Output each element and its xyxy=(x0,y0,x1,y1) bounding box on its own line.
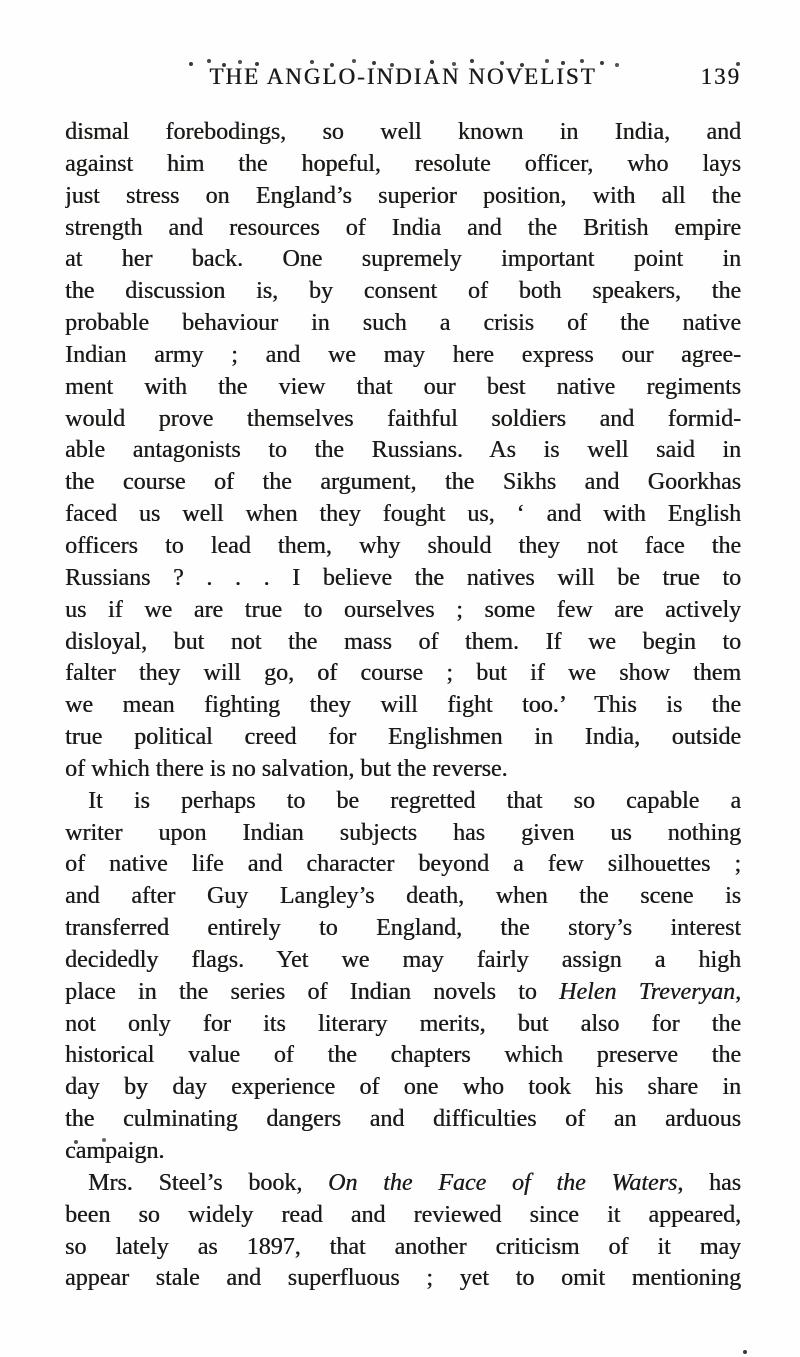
text-line xyxy=(65,818,741,850)
running-title: THE ANGLO-INDIAN NOVELIST xyxy=(209,64,597,89)
text-segment: able antagonists to the Russians. As is well said in xyxy=(65,437,741,464)
text-line xyxy=(65,627,741,659)
text-segment: and after Guy Langley’s death, when the scene is xyxy=(65,883,741,910)
text-line xyxy=(65,913,741,945)
text-segment: Indian army ; and we may here express our agree- xyxy=(65,341,741,368)
text-segment: the course of the argument, the Sikhs and Goorkhas xyxy=(65,469,741,496)
text-segment: transferred entirely to England, the story’s interest xyxy=(65,915,741,942)
text-line xyxy=(65,1263,741,1295)
italic-book-title: On the Face of the Waters xyxy=(327,1169,678,1196)
text-segment: writer upon Indian subjects has given us nothing xyxy=(65,819,741,846)
text-segment: , has xyxy=(677,1169,741,1196)
text-line xyxy=(65,754,741,786)
text-line xyxy=(65,149,741,181)
text-line xyxy=(65,276,741,308)
text-segment: Russians ? . . . I believe the natives will be true to xyxy=(65,564,741,591)
text-line xyxy=(65,1104,741,1136)
italic-book-title: Helen Treveryan, xyxy=(559,978,741,1005)
text-segment: day by day experience of one who took his share in xyxy=(65,1074,741,1101)
text-segment: place in the series of Indian novels to xyxy=(65,978,560,1005)
text-segment: true political creed for Englishmen in India, outside xyxy=(65,724,741,751)
text-line xyxy=(65,531,741,563)
text-segment: appear stale and superfluous ; yet to omit mentioning xyxy=(65,1265,741,1292)
text-line xyxy=(65,658,741,690)
text-segment: just stress on England’s superior position, with all the xyxy=(65,182,741,209)
page-text xyxy=(65,117,741,1295)
text-line xyxy=(65,945,741,977)
text-segment: not only for its literary merits, but also for the xyxy=(65,1010,741,1037)
text-line xyxy=(65,340,741,372)
page-number: 139 xyxy=(700,64,741,89)
text-line xyxy=(65,467,741,499)
text-segment: officers to lead them, why should they not face the xyxy=(65,532,741,559)
text-segment: against him the hopeful, resolute officer, who lays xyxy=(65,150,741,177)
text-segment: of which there is no salvation, but the reverse. xyxy=(65,755,508,782)
text-line xyxy=(65,308,741,340)
text-segment: Mrs. Steel’s book, xyxy=(88,1169,328,1196)
text-line xyxy=(65,1168,741,1200)
text-segment: decidedly flags. Yet we may fairly assign a high xyxy=(65,946,741,973)
text-segment: falter they will go, of course ; but if we show them xyxy=(65,660,741,687)
text-segment: at her back. One supremely important point in xyxy=(65,246,741,273)
text-line xyxy=(65,181,741,213)
text-segment: faced us well when they fought us, ‘ and with English xyxy=(65,501,741,528)
text-line xyxy=(65,690,741,722)
text-segment: strength and resources of India and the British empire xyxy=(65,214,741,241)
text-line xyxy=(65,595,741,627)
text-segment: campaign. xyxy=(65,1138,165,1164)
text-segment: we mean fighting they will fight too.’ This is the xyxy=(65,692,741,719)
text-line xyxy=(65,786,741,818)
scan-noise-specks xyxy=(0,0,2,2)
text-segment: It is perhaps to be regretted that so capable a xyxy=(88,787,741,814)
text-segment: so lately as 1897, that another criticism of it may xyxy=(65,1233,741,1260)
text-line xyxy=(65,404,741,436)
text-line xyxy=(65,244,741,276)
text-line xyxy=(65,213,741,245)
text-segment: us if we are true to ourselves ; some few are actively xyxy=(65,596,741,623)
text-segment: historical value of the chapters which preserve the xyxy=(65,1042,741,1069)
text-line xyxy=(65,977,741,1009)
text-line xyxy=(65,1200,741,1232)
text-segment: been so widely read and reviewed since it appeared, xyxy=(65,1201,741,1228)
text-line xyxy=(65,1009,741,1041)
text-line xyxy=(65,849,741,881)
text-segment: the culminating dangers and difficulties of an arduous xyxy=(65,1106,741,1133)
text-line xyxy=(65,563,741,595)
text-segment: probable behaviour in such a crisis of the native xyxy=(65,310,741,337)
text-line xyxy=(65,1040,741,1072)
text-segment: the discussion is, by consent of both speakers, the xyxy=(65,278,741,305)
text-line xyxy=(65,372,741,404)
text-line xyxy=(65,1072,741,1104)
text-line xyxy=(65,881,741,913)
text-line xyxy=(65,117,741,149)
text-line xyxy=(65,1136,741,1168)
text-line xyxy=(65,722,741,754)
text-segment: of native life and character beyond a few silhouettes ; xyxy=(65,851,741,878)
text-line xyxy=(65,435,741,467)
text-segment: disloyal, but not the mass of them. If we begin to xyxy=(65,628,741,655)
text-segment: dismal forebodings, so well known in India, and xyxy=(65,119,741,145)
text-segment: ment with the view that our best native regiments xyxy=(65,373,741,400)
text-line xyxy=(65,499,741,531)
page-header xyxy=(65,60,741,96)
text-segment: would prove themselves faithful soldiers and formid- xyxy=(65,405,741,432)
text-line xyxy=(65,1232,741,1264)
